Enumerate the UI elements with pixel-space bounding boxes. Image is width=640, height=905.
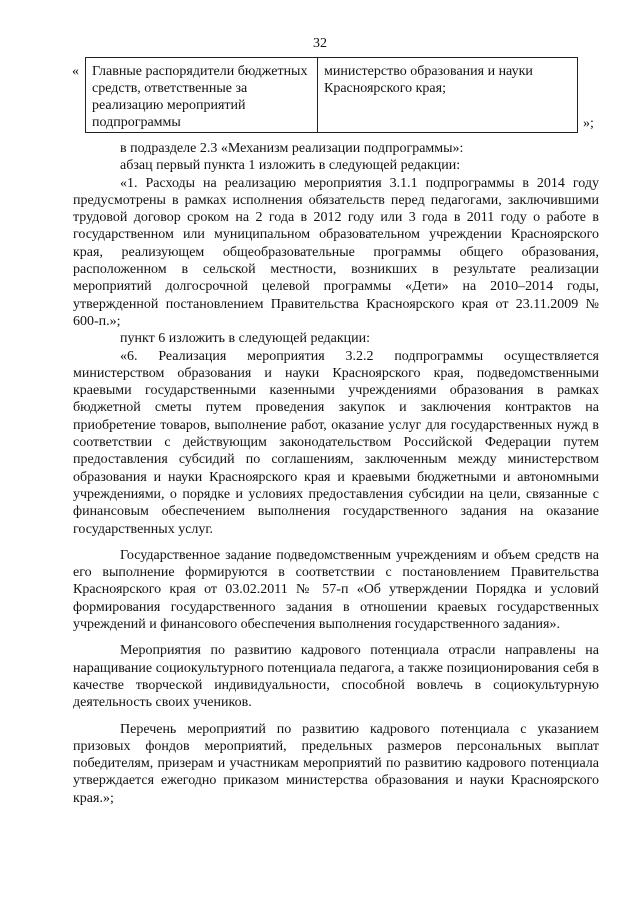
paragraph-clause-1: «1. Расходы на реализацию мероприятия 3.1.1 подпрограммы в 2014 году предусмотрены в рамках исполнения обязательств перед педагогами, заключившими трудовой договор сроком на 2 года в 2012 году или 3 года в 2011 году о работе в государственном или муниципальном образовательном учреждении Красноярского края, реализующем общеобразовательные программы общего образования, расположенном в сельской местности, возникших в результате реализации мероприятий долгосрочной целевой программы «Дети» на 2010–2014 годы, утвержденной постановлением Правительства Красноярского края от 23.11.2009 № 600-п.»; (73, 175, 599, 329)
paragraph-events-list: Перечень мероприятий по развитию кадрового потенциала с указанием призовых фондов мероприятий, предельных размеров персональных выплат победителям, призерам и участникам мероприятий по развитию кадрового потенциала утверждается ежегодно приказом министерства образования и науки Красноярского края.»; (73, 721, 599, 806)
paragraph-staff-development: Мероприятия по развитию кадрового потенциала отрасли направлены на наращивание социокультурного потенциала педагога, а также позиционирования себя в качестве творческой индивидуальности, способной вовлечь в социокультурную деятельность своих учеников. (73, 643, 599, 711)
document-body (73, 140, 599, 807)
table-cell-label: Главные распорядители бюджетных средств, ответственные за реализацию мероприятий подпрограммы (86, 58, 318, 132)
responsible-managers-table (85, 57, 578, 133)
paragraph-clause-6: «6. Реализация мероприятия 3.2.2 подпрограммы осуществляется министерством образования и науки Красноярского края, подведомственными краевыми государственными казенными учреждениями образования в рамках бюджетной сметы путем проведения закупок и заключения контрактов на приобретение товаров, выполнение работ, оказание услуг для государственных нужд в соответствии с действующим законодательством Российской Федерации путем предоставления субсидий по соглашениям, заключенным между министерством образования и науки Красноярского края и краевыми бюджетными и автономными учреждениями, о порядке и условиях предоставления субсидии на цели, связанные с финансовым обеспечением выполнения государственного задания на оказание государственных услуг. (73, 348, 599, 537)
page-number: 32 (313, 36, 327, 51)
paragraph-state-assignment: Государственное задание подведомственным учреждениям и объем средств на его выполнение формируются в соответствии с постановлением Правительства Красноярского края от 03.02.2011 № 57-п «Об утверждении Порядка и условий формирования государственного задания в отношении краевых государственных учреждений и финансового обеспечения выполнения государственного задания». (73, 547, 599, 633)
table-opening-quote: « (72, 64, 79, 79)
paragraph-clause-6-instruction: пункт 6 изложить в следующей редакции: (120, 331, 370, 347)
table-closing-quote: »; (583, 116, 594, 131)
table-cell-value: министерство образования и науки Красноярского края; (324, 64, 533, 96)
paragraph-clause-1-instruction: абзац первый пункта 1 изложить в следующей редакции: (120, 158, 461, 174)
paragraph-subsection-intro: в подразделе 2.3 «Механизм реализации подпрограммы»: (120, 141, 464, 156)
